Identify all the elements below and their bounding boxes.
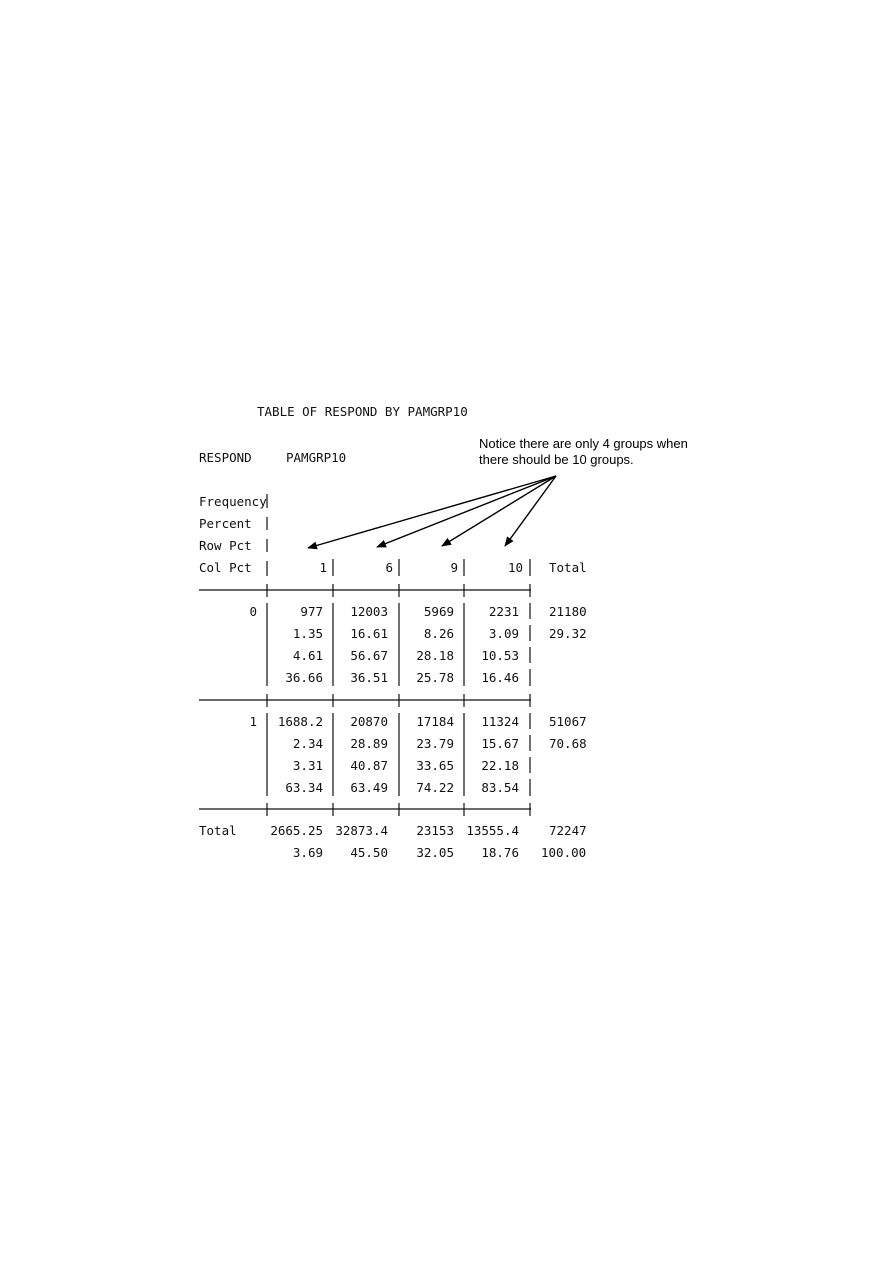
arrow-to-column-1 xyxy=(308,476,556,548)
cell-r0-c9-row-pct: 28.18 xyxy=(416,648,454,663)
cell-r1-c6-percent: 28.89 xyxy=(350,736,388,751)
column-variable-label: PAMGRP10 xyxy=(286,450,347,465)
cell-r1-c9-row-pct: 33.65 xyxy=(416,758,454,773)
col-total-10-percent: 18.76 xyxy=(481,845,519,860)
cell-r0-c10-frequency: 2231 xyxy=(488,604,519,619)
cell-r0-c10-row-pct: 10.53 xyxy=(481,648,519,663)
cell-r1-c9-frequency: 17184 xyxy=(416,714,454,729)
cell-r1-c9-percent: 23.79 xyxy=(416,736,454,751)
row-variable-label: RESPOND xyxy=(199,450,252,465)
cell-r1-c10-col-pct: 83.54 xyxy=(481,780,519,795)
cell-r1-c6-frequency: 20870 xyxy=(350,714,388,729)
table-title: TABLE OF RESPOND BY PAMGRP10 xyxy=(257,404,468,419)
cell-r1-c9-col-pct: 74.22 xyxy=(416,780,454,795)
cell-r0-c6-col-pct: 36.51 xyxy=(350,670,388,685)
row-0-total-frequency: 21180 xyxy=(549,604,587,619)
stat-label-frequency: Frequency xyxy=(199,494,267,509)
cell-r1-c1-col-pct: 63.34 xyxy=(285,780,323,795)
cell-r1-c1-frequency: 1688.2 xyxy=(277,714,323,729)
cell-r1-c10-percent: 15.67 xyxy=(481,736,519,751)
column-header-1: 1 xyxy=(319,560,327,575)
col-total-6-percent: 45.50 xyxy=(350,845,388,860)
arrow-to-column-9 xyxy=(442,476,556,546)
annotation-note-line-2: there should be 10 groups. xyxy=(479,452,634,467)
column-header-total: Total xyxy=(549,560,587,575)
stat-label-row-pct: Row Pct xyxy=(199,538,252,553)
grand-total-frequency: 72247 xyxy=(549,823,587,838)
cell-r0-c9-col-pct: 25.78 xyxy=(416,670,454,685)
row-label-1: 1 xyxy=(249,714,257,729)
arrow-to-column-6 xyxy=(377,476,556,547)
row-0-total-percent: 29.32 xyxy=(549,626,587,641)
cell-r0-c10-col-pct: 16.46 xyxy=(481,670,519,685)
row-1-total-frequency: 51067 xyxy=(549,714,587,729)
cell-r0-c9-frequency: 5969 xyxy=(423,604,454,619)
col-total-10-frequency: 13555.4 xyxy=(466,823,519,838)
cell-r1-c6-col-pct: 63.49 xyxy=(350,780,388,795)
stat-label-percent: Percent xyxy=(199,516,252,531)
column-header-10: 10 xyxy=(507,560,523,575)
col-total-6-frequency: 32873.4 xyxy=(335,823,388,838)
cell-r0-c1-percent: 1.35 xyxy=(292,626,323,641)
col-total-1-frequency: 2665.25 xyxy=(270,823,323,838)
row-1-total-percent: 70.68 xyxy=(549,736,587,751)
cell-r0-c6-frequency: 12003 xyxy=(350,604,388,619)
col-total-9-frequency: 23153 xyxy=(416,823,454,838)
cell-r0-c1-col-pct: 36.66 xyxy=(285,670,323,685)
cell-r0-c1-row-pct: 4.61 xyxy=(292,648,323,663)
grand-total-percent: 100.00 xyxy=(541,845,587,860)
cell-r0-c9-percent: 8.26 xyxy=(423,626,454,641)
cell-r0-c6-row-pct: 56.67 xyxy=(350,648,388,663)
cell-r1-c6-row-pct: 40.87 xyxy=(350,758,388,773)
cell-r0-c10-percent: 3.09 xyxy=(488,626,519,641)
cell-r1-c1-percent: 2.34 xyxy=(292,736,323,751)
column-header-9: 9 xyxy=(450,560,458,575)
cell-r0-c6-percent: 16.61 xyxy=(350,626,388,641)
cell-r1-c1-row-pct: 3.31 xyxy=(292,758,323,773)
row-label-0: 0 xyxy=(249,604,257,619)
cell-r1-c10-row-pct: 22.18 xyxy=(481,758,519,773)
col-total-1-percent: 3.69 xyxy=(292,845,323,860)
annotation-note-line-1: Notice there are only 4 groups when xyxy=(479,436,688,451)
column-header-6: 6 xyxy=(385,560,393,575)
stat-label-col-pct: Col Pct xyxy=(199,560,252,575)
col-total-9-percent: 32.05 xyxy=(416,845,454,860)
cell-r1-c10-frequency: 11324 xyxy=(481,714,519,729)
cell-r0-c1-frequency: 977 xyxy=(300,604,323,619)
total-row-label: Total xyxy=(199,823,237,838)
